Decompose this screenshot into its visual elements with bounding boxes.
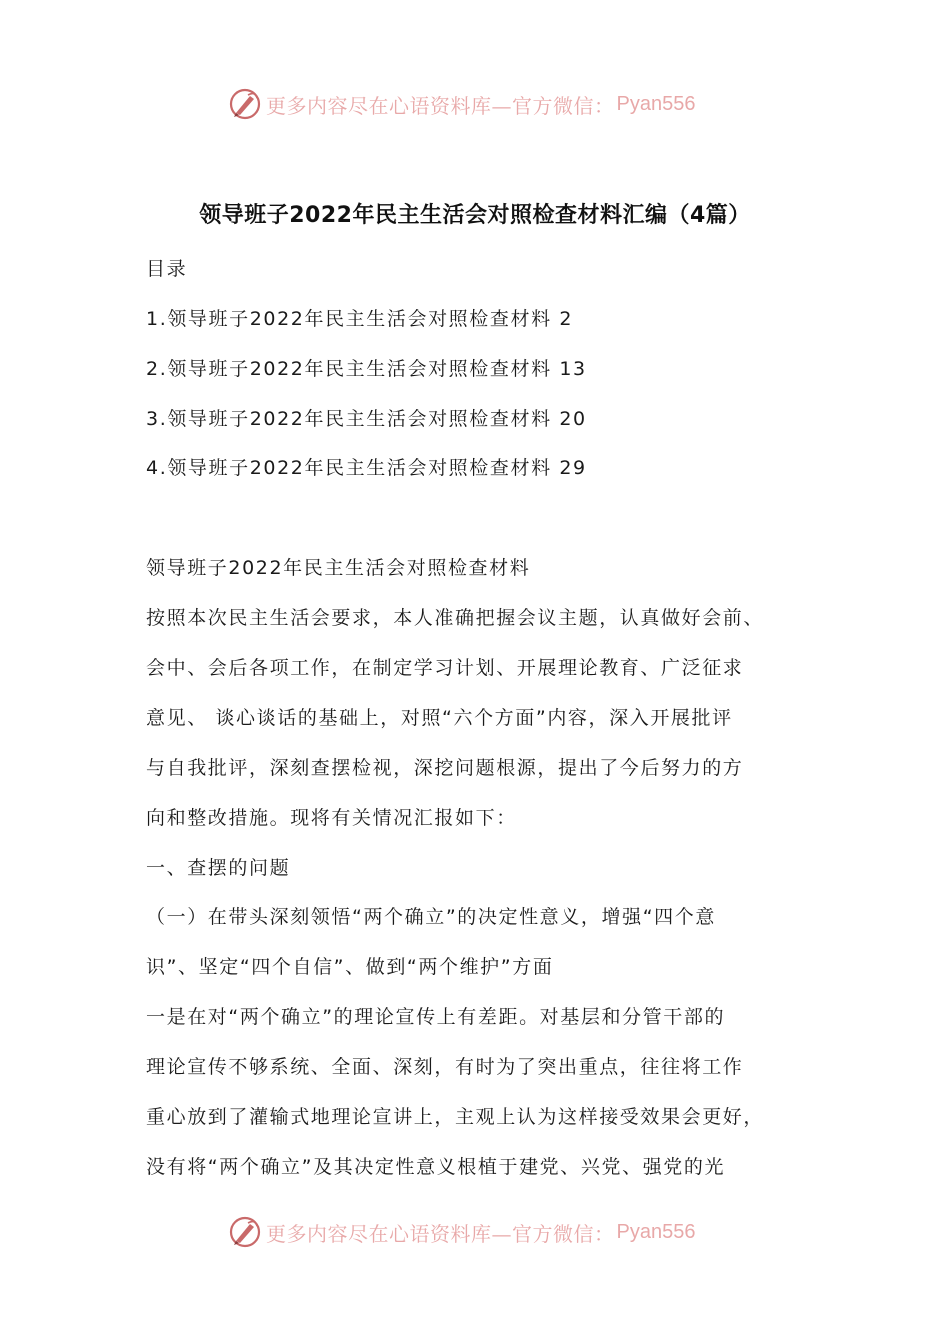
watermark-text: 更多内容尽在心语资料库—官方微信：	[266, 1221, 615, 1246]
toc-heading: 目录	[146, 258, 188, 280]
body-line: 会中、会后各项工作，在制定学习计划、开展理论教育、广泛征求	[146, 657, 744, 679]
pen-logo-icon	[228, 87, 262, 121]
body-line: 理论宣传不够系统、全面、深刻，有时为了突出重点，往往将工作	[146, 1056, 744, 1078]
body-line: 意见、 谈心谈话的基础上，对照“六个方面”内容，深入开展批评	[146, 707, 733, 729]
toc-item: 1.领导班子2022年民主生活会对照检查材料 2	[146, 308, 574, 330]
watermark-text: 更多内容尽在心语资料库—官方微信：	[266, 93, 615, 118]
pen-logo-icon	[228, 1215, 262, 1249]
subheading-one-cont: 识”、坚定“四个自信”、做到“两个维护”方面	[146, 956, 554, 978]
heading-problems: 一、查摆的问题	[146, 857, 291, 879]
subheading-one: （一）在带头深刻领悟“两个确立”的决定性意义，增强“四个意	[146, 906, 716, 928]
toc-item: 2.领导班子2022年民主生活会对照检查材料 13	[146, 358, 587, 380]
watermark-wechat-id: Pyan556	[616, 92, 696, 115]
toc-item: 4.领导班子2022年民主生活会对照检查材料 29	[146, 457, 587, 479]
body-line: 一是在对“两个确立”的理论宣传上有差距。对基层和分管干部的	[146, 1006, 726, 1028]
document-title: 领导班子2022年民主生活会对照检查材料汇编（4篇）	[199, 203, 751, 228]
watermark-header	[228, 84, 695, 124]
section-title: 领导班子2022年民主生活会对照检查材料	[146, 557, 531, 579]
watermark-wechat-id: Pyan556	[616, 1220, 696, 1243]
toc-item: 3.领导班子2022年民主生活会对照检查材料 20	[146, 408, 587, 430]
body-line: 重心放到了灌输式地理论宣讲上，主观上认为这样接受效果会更好，	[146, 1106, 765, 1128]
watermark-footer	[228, 1212, 695, 1252]
body-line: 与自我批评，深刻查摆检视，深挖问题根源，提出了今后努力的方	[146, 757, 744, 779]
body-line: 按照本次民主生活会要求，本人准确把握会议主题，认真做好会前、	[146, 607, 765, 629]
body-line: 向和整改措施。现将有关情况汇报如下：	[146, 807, 517, 829]
body-line: 没有将“两个确立”及其决定性意义根植于建党、兴党、强党的光	[146, 1156, 726, 1178]
